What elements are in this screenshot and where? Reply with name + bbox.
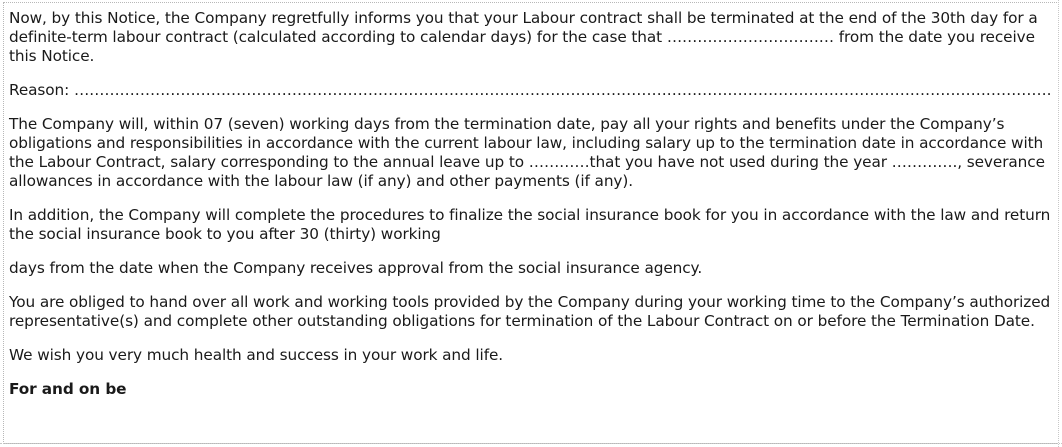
paragraph-reason: Reason: …………………………………………………………………………………………………………………………………………………………………………. xyxy=(9,81,1052,99)
right-edge-divider xyxy=(1058,0,1062,447)
signoff-line: For and on be xyxy=(9,380,127,398)
paragraph-payment: The Company will, within 07 (seven) working days from the termination date, pay all your rights and benefits under the Company’s obligations and responsibilities in accordance with the current labour law, including salary up to the termination date in accordance with the Labour Contract, salary corresponding to the annual leave up to …………that you have not used during the year …………., severance allowances in accordance with the labour law (if any) and other payments (if any). xyxy=(9,115,1045,190)
paragraph-social-insurance-continued: days from the date when the Company receives approval from the social insurance agency. xyxy=(9,259,703,277)
document-body xyxy=(4,3,1057,399)
bottom-edge-divider xyxy=(0,443,1062,444)
paragraph-social-insurance: In addition, the Company will complete the procedures to finalize the social insurance book for you in accordance with the law and return the social insurance book to you after 30 (thirty) working xyxy=(9,206,1051,243)
document-frame xyxy=(3,2,1057,444)
paragraph-wishes: We wish you very much health and success in your work and life. xyxy=(9,346,504,364)
paragraph-handover: You are obliged to hand over all work and working tools provided by the Company during your working time to the Company’s authorized representative(s) and complete other outstanding obligations for termination of the Labour Contract on or before the Termination Date. xyxy=(9,293,1051,330)
paragraph-termination-notice: Now, by this Notice, the Company regretfully informs you that your Labour contract shall be terminated at the end of the 30th day for a definite-term labour contract (calculated according to calendar days) for the case that …………………………… from the date you receive this Notice. xyxy=(9,9,1038,65)
